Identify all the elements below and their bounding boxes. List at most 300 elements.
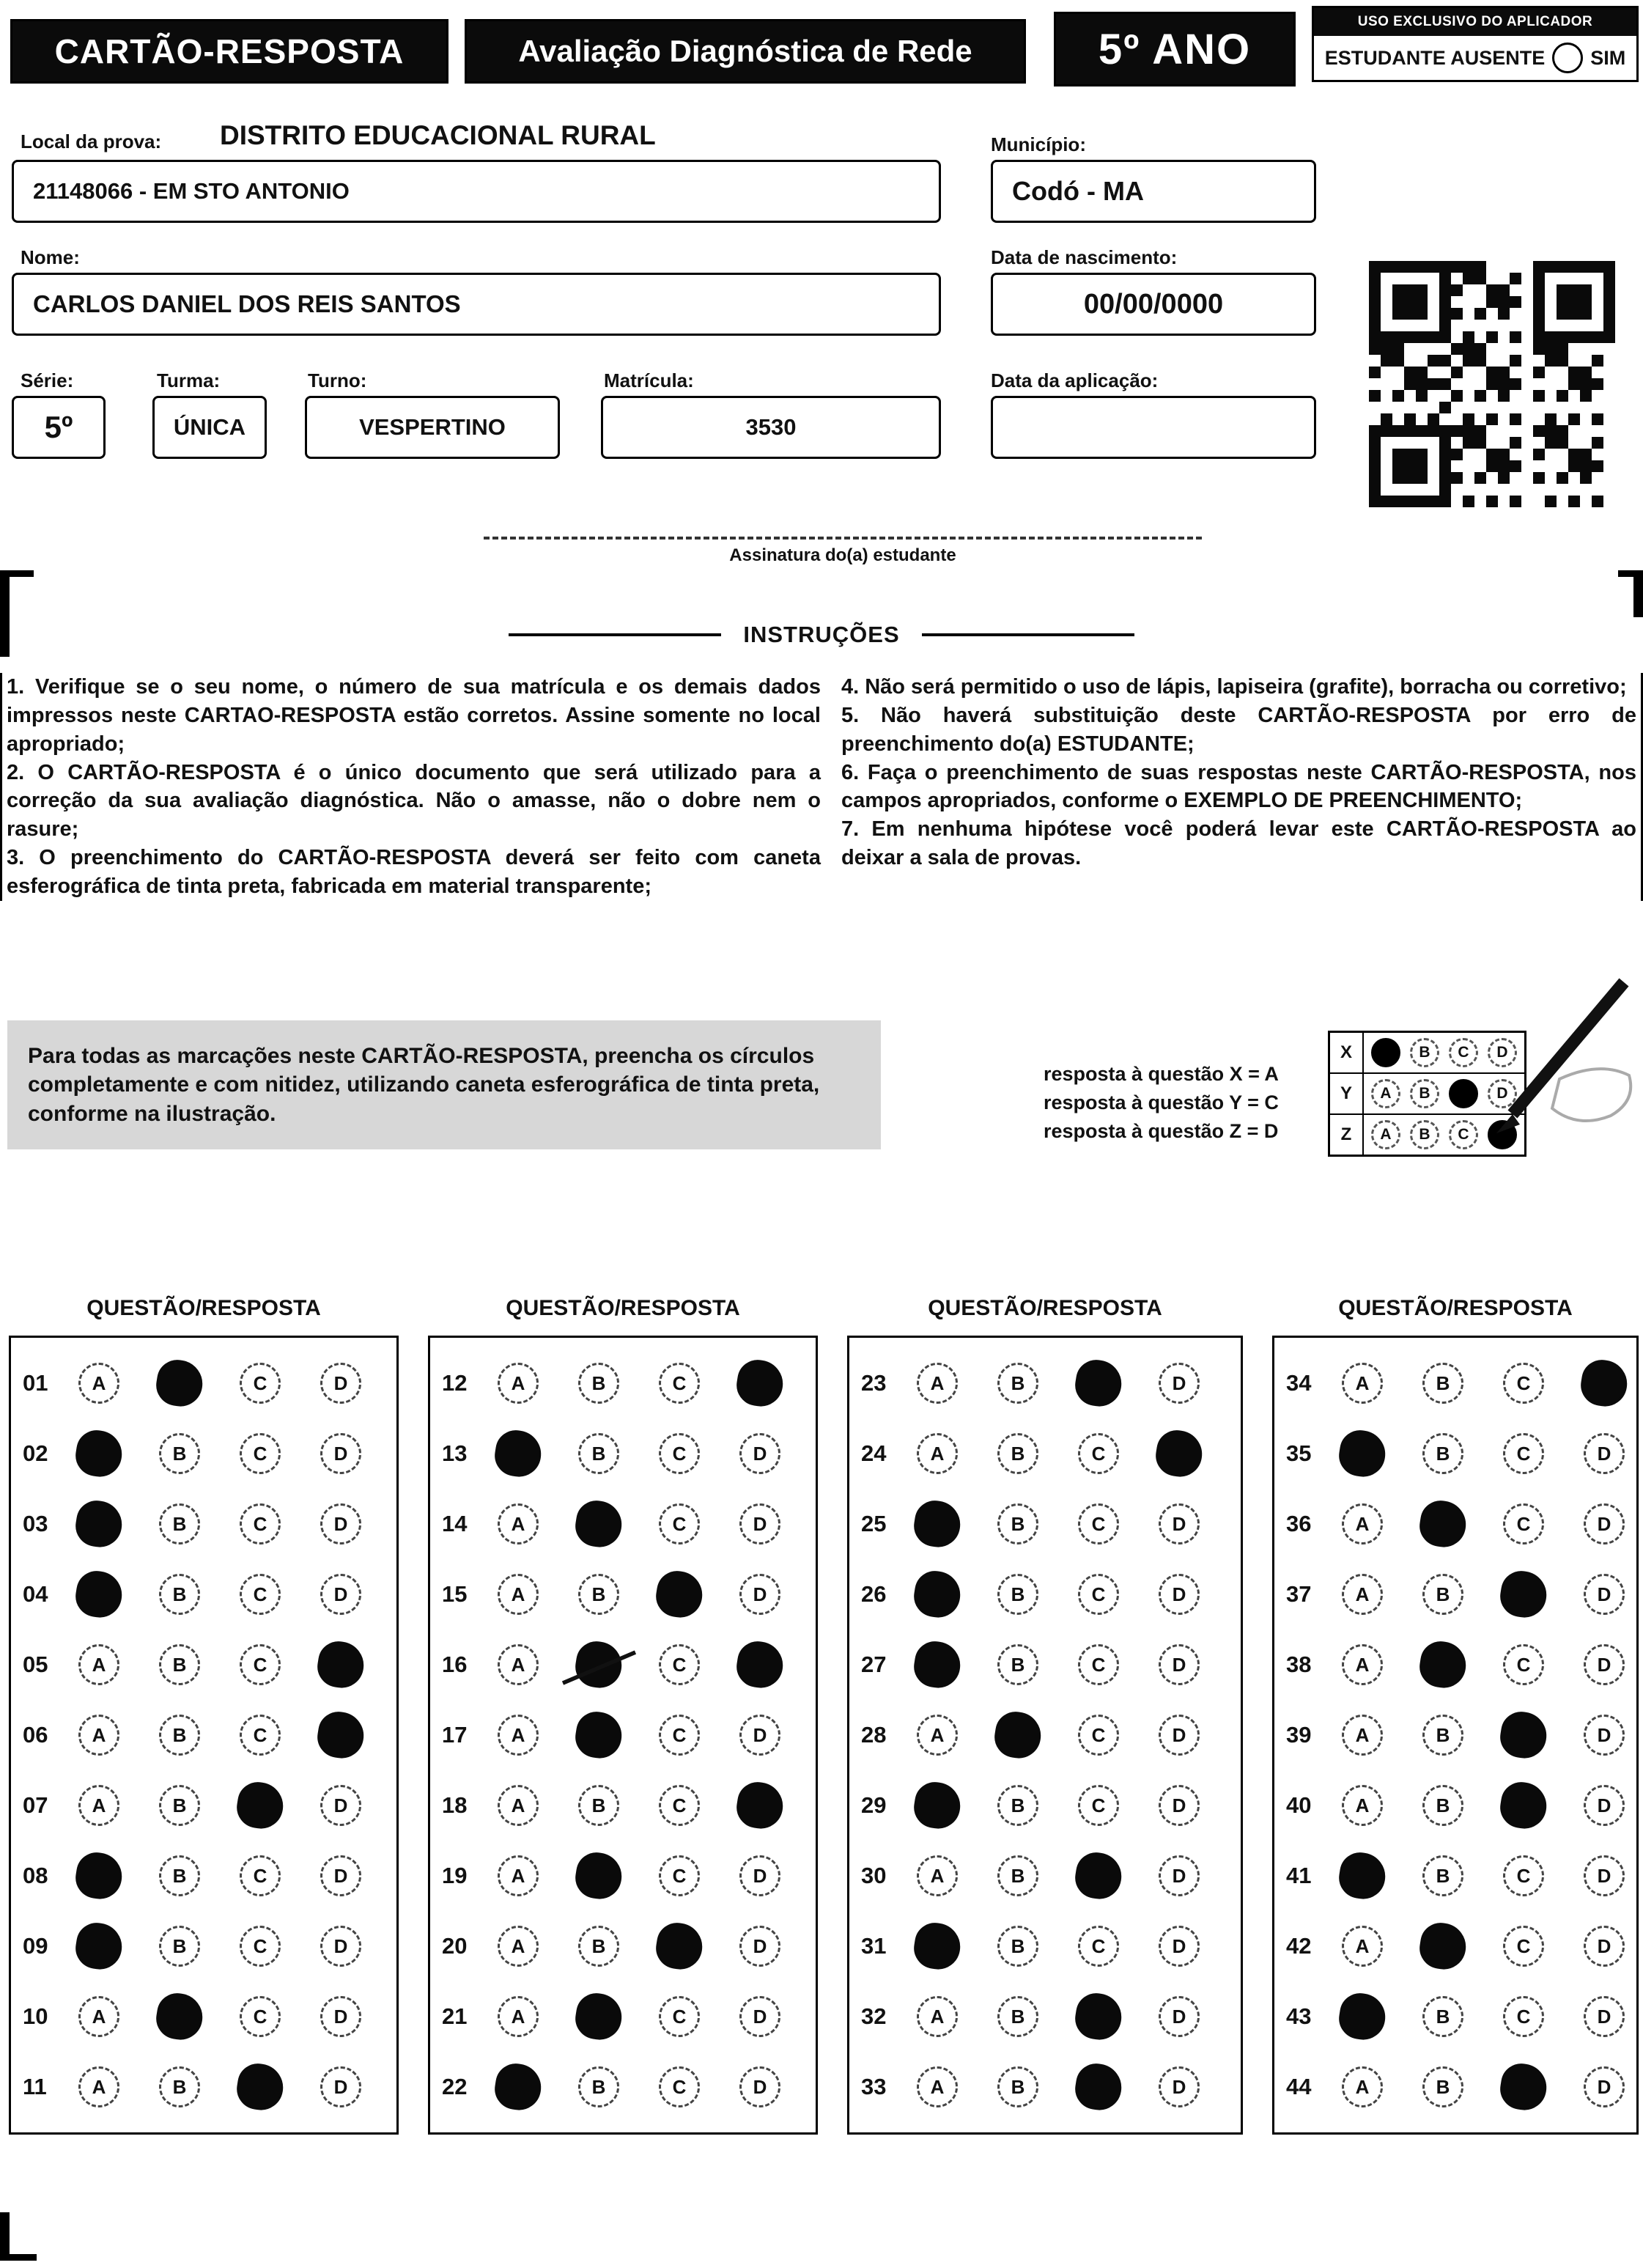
answer-bubble-36-D[interactable]: D [1584,1503,1625,1544]
answer-bubble-37-B[interactable]: B [1422,1574,1463,1615]
answer-bubble-31-A[interactable] [911,1920,964,1973]
answer-bubble-44-A[interactable]: A [1342,2066,1383,2107]
answer-bubble-15-B[interactable]: B [578,1574,619,1615]
answer-bubble-19-C[interactable]: C [659,1855,700,1896]
answer-bubble-42-D[interactable]: D [1584,1926,1625,1967]
answer-row-27 [849,1630,1241,1700]
answer-bubble-10-C[interactable]: C [240,1996,281,2037]
question-number: 40 [1286,1792,1312,1818]
answer-bubble-08-B[interactable]: B [159,1855,200,1896]
answer-bubble-25-A[interactable] [911,1498,964,1550]
question-number: 02 [23,1440,48,1466]
answer-row-06 [11,1700,396,1770]
answer-bubble-16-C[interactable]: C [659,1644,700,1685]
answer-bubble-35-B[interactable]: B [1422,1433,1463,1474]
answer-bubble-28-C[interactable]: C [1078,1715,1119,1756]
answer-row-02 [11,1418,396,1489]
answer-bubble-12-B[interactable]: B [578,1363,619,1404]
answer-bubble-41-A[interactable] [1336,1849,1389,1902]
answers-column-4 [1272,1336,1639,2135]
instructions-body [0,673,1643,901]
answer-bubble-23-B[interactable]: B [997,1363,1038,1404]
answer-bubble-18-A[interactable]: A [498,1785,539,1826]
answer-row-07 [11,1770,396,1841]
answer-bubble-17-D[interactable]: D [739,1715,780,1756]
question-number: 41 [1286,1863,1312,1888]
answer-row-28 [849,1700,1241,1770]
answer-bubble-12-C[interactable]: C [659,1363,700,1404]
answer-bubble-23-C[interactable] [1072,1357,1125,1410]
answer-bubble-19-A[interactable]: A [498,1855,539,1896]
answer-bubble-24-D[interactable] [1153,1427,1206,1480]
answer-bubble-14-C[interactable]: C [659,1503,700,1544]
answer-bubble-13-A[interactable] [492,1427,544,1480]
answer-bubble-06-C[interactable]: C [240,1715,281,1756]
answer-bubble-26-B[interactable]: B [997,1574,1038,1615]
answer-bubble-22-D[interactable]: D [739,2066,780,2107]
question-number: 39 [1286,1722,1312,1748]
answer-bubble-20-A[interactable]: A [498,1926,539,1967]
answer-bubble-28-B[interactable] [992,1709,1044,1761]
answer-bubble-06-A[interactable]: A [78,1715,119,1756]
answer-row-36 [1274,1489,1636,1559]
answer-bubble-15-A[interactable]: A [498,1574,539,1615]
turma-label: Turma: [157,369,221,391]
absent-sim-label: SIM [1590,46,1626,69]
answer-bubble-09-B[interactable]: B [159,1926,200,1967]
answer-bubble-34-D[interactable] [1578,1357,1631,1410]
answer-bubble-10-A[interactable]: A [78,1996,119,2037]
answer-bubble-04-D[interactable]: D [320,1574,361,1615]
answer-bubble-33-A[interactable]: A [917,2066,958,2107]
answer-row-17 [430,1700,816,1770]
serie-field: 5º [12,396,106,459]
answer-bubble-32-D[interactable]: D [1159,1996,1200,2037]
school-field: 21148066 - EM STO ANTONIO [12,160,941,223]
answer-bubble-08-C[interactable]: C [240,1855,281,1896]
question-number: 37 [1286,1581,1312,1607]
question-number: 04 [23,1581,48,1607]
qr-code [1360,252,1624,516]
answer-bubble-35-D[interactable]: D [1584,1433,1625,1474]
answer-bubble-36-B[interactable] [1417,1498,1469,1550]
answer-bubble-41-D[interactable]: D [1584,1855,1625,1896]
answer-row-30 [849,1841,1241,1911]
answer-row-22 [430,2052,816,2122]
answer-row-26 [849,1559,1241,1630]
answer-bubble-43-A[interactable] [1336,1990,1389,2043]
answer-bubble-08-A[interactable] [73,1849,125,1902]
answer-bubble-14-B[interactable] [572,1498,625,1550]
answer-bubble-24-A[interactable]: A [917,1433,958,1474]
answer-bubble-15-D[interactable]: D [739,1574,780,1615]
answer-bubble-34-C[interactable]: C [1503,1363,1544,1404]
answer-bubble-07-C[interactable] [234,1779,287,1832]
answer-bubble-37-A[interactable]: A [1342,1574,1383,1615]
question-number: 21 [442,2003,468,2029]
absent-bubble[interactable] [1552,43,1583,73]
student-absent-row [1314,36,1636,80]
answer-bubble-42-B[interactable] [1417,1920,1469,1973]
answer-bubble-23-A[interactable]: A [917,1363,958,1404]
answer-row-09 [11,1911,396,1981]
question-number: 18 [442,1792,468,1818]
answer-bubble-25-C[interactable]: C [1078,1503,1119,1544]
answer-bubble-04-B[interactable]: B [159,1574,200,1615]
question-number: 08 [23,1863,48,1888]
answer-bubble-04-C[interactable]: C [240,1574,281,1615]
answer-bubble-05-D[interactable] [314,1638,367,1691]
answer-bubble-17-B[interactable] [572,1709,625,1761]
answer-bubble-29-A[interactable] [911,1779,964,1832]
answer-bubble-34-B[interactable]: B [1422,1363,1463,1404]
local-label: Local da prova: [21,130,162,152]
turno-field: VESPERTINO [305,396,560,459]
answer-bubble-23-D[interactable]: D [1159,1363,1200,1404]
question-number: 33 [861,2074,887,2099]
answer-bubble-39-A[interactable]: A [1342,1715,1383,1756]
answer-bubble-33-C[interactable] [1072,2061,1125,2113]
answer-row-40 [1274,1770,1636,1841]
answer-bubble-13-B[interactable]: B [578,1433,619,1474]
aplicacao-label: Data da aplicação: [991,369,1159,391]
answer-bubble-14-D[interactable]: D [739,1503,780,1544]
answer-bubble-38-D[interactable]: D [1584,1644,1625,1685]
answer-bubble-18-C[interactable]: C [659,1785,700,1826]
answer-row-25 [849,1489,1241,1559]
example-bubble-Y-D: D [1488,1079,1517,1108]
answer-bubble-43-C[interactable]: C [1503,1996,1544,2037]
question-number: 01 [23,1370,48,1396]
absent-label: ESTUDANTE AUSENTE [1324,46,1546,69]
answer-row-10 [11,1981,396,2052]
answer-bubble-27-A[interactable] [911,1638,964,1691]
answer-bubble-14-A[interactable]: A [498,1503,539,1544]
answer-bubble-32-B[interactable]: B [997,1996,1038,2037]
answer-bubble-02-D[interactable]: D [320,1433,361,1474]
answer-row-05 [11,1630,396,1700]
example-bubble-Z-D [1488,1120,1517,1149]
instruction-item: 4. Não será permitido o uso de lápis, lapiseira (grafite), borracha ou corretivo; [841,675,1627,699]
question-number: 36 [1286,1511,1312,1536]
answer-bubble-09-C[interactable]: C [240,1926,281,1967]
example-bubble-X-C: C [1449,1038,1478,1067]
answer-bubble-03-D[interactable]: D [320,1503,361,1544]
answer-bubble-44-B[interactable]: B [1422,2066,1463,2107]
instruction-item: 7. Em nenhuma hipótese você poderá levar este CARTÃO-RESPOSTA ao deixar a sala de provas. [841,817,1636,870]
answer-bubble-13-C[interactable]: C [659,1433,700,1474]
answer-bubble-33-B[interactable]: B [997,2066,1038,2107]
answer-bubble-39-B[interactable]: B [1422,1715,1463,1756]
instruction-item: 2. O CARTÃO-RESPOSTA é o único documento que será utilizado para a correção da sua avaliação diagnóstica. Não o amasse, não o dobre nem o rasure; [7,760,821,842]
answer-bubble-03-C[interactable]: C [240,1503,281,1544]
question-number: 11 [23,2074,47,2099]
answer-bubble-33-D[interactable]: D [1159,2066,1200,2107]
answer-bubble-29-C[interactable]: C [1078,1785,1119,1826]
example-bubble-X-D: D [1488,1038,1517,1067]
answer-bubble-29-B[interactable]: B [997,1785,1038,1826]
answer-row-35 [1274,1418,1636,1489]
corner-mark-bottom-left [0,2212,37,2261]
answer-bubble-30-B[interactable]: B [997,1855,1038,1896]
answer-bubble-25-D[interactable]: D [1159,1503,1200,1544]
answer-bubble-20-C[interactable] [653,1920,706,1973]
instructions-header [0,622,1643,648]
answer-bubble-27-C[interactable]: C [1078,1644,1119,1685]
answer-bubble-28-D[interactable]: D [1159,1715,1200,1756]
answer-bubble-36-A[interactable]: A [1342,1503,1383,1544]
answer-bubble-26-C[interactable]: C [1078,1574,1119,1615]
answer-row-42 [1274,1911,1636,1981]
answer-bubble-04-A[interactable] [73,1568,125,1621]
answer-bubble-40-D[interactable]: D [1584,1785,1625,1826]
answer-bubble-11-B[interactable]: B [159,2066,200,2107]
answer-bubble-39-C[interactable] [1497,1709,1550,1761]
answer-bubble-19-B[interactable] [572,1849,625,1902]
answer-bubble-29-D[interactable]: D [1159,1785,1200,1826]
example-row-X [1330,1033,1524,1074]
question-number: 10 [23,2003,48,2029]
answer-bubble-02-A[interactable] [73,1427,125,1480]
answer-bubble-18-B[interactable]: B [578,1785,619,1826]
example-bubble-Z-A: A [1371,1120,1400,1149]
answer-bubble-06-B[interactable]: B [159,1715,200,1756]
answer-row-12 [430,1348,816,1418]
answer-bubble-21-C[interactable]: C [659,1996,700,2037]
answer-bubble-35-A[interactable] [1336,1427,1389,1480]
answers-column-header-3: QUESTÃO/RESPOSTA [928,1296,1162,1320]
answer-bubble-12-D[interactable] [734,1357,786,1410]
answer-row-01 [11,1348,396,1418]
answer-bubble-02-B[interactable]: B [159,1433,200,1474]
answer-bubble-21-D[interactable]: D [739,1996,780,2037]
example-row-Z [1330,1115,1524,1155]
answer-bubble-32-C[interactable] [1072,1990,1125,2043]
answer-bubble-34-A[interactable]: A [1342,1363,1383,1404]
question-number: 07 [23,1792,48,1818]
answer-bubble-35-C[interactable]: C [1503,1433,1544,1474]
answer-bubble-24-C[interactable]: C [1078,1433,1119,1474]
instructions-title: INSTRUÇÕES [743,622,900,647]
answer-bubble-30-A[interactable]: A [917,1855,958,1896]
answer-bubble-38-C[interactable]: C [1503,1644,1544,1685]
answer-bubble-26-D[interactable]: D [1159,1574,1200,1615]
example-caption: resposta à questão X = A [1044,1063,1279,1085]
answer-bubble-44-D[interactable]: D [1584,2066,1625,2107]
answer-bubble-30-C[interactable] [1072,1849,1125,1902]
birthdate-field: 00/00/0000 [991,273,1316,336]
answer-row-44 [1274,2052,1636,2122]
answer-bubble-27-B[interactable]: B [997,1644,1038,1685]
answer-bubble-15-C[interactable] [653,1568,706,1621]
answer-bubble-32-A[interactable]: A [917,1996,958,2037]
answer-bubble-21-B[interactable] [572,1990,625,2043]
answer-bubble-30-D[interactable]: D [1159,1855,1200,1896]
answer-bubble-31-C[interactable]: C [1078,1926,1119,1967]
question-number: 06 [23,1722,48,1748]
answers-column-header-1: QUESTÃO/RESPOSTA [86,1296,321,1320]
answer-row-19 [430,1841,816,1911]
answer-bubble-27-D[interactable]: D [1159,1644,1200,1685]
turma-field: ÚNICA [152,396,267,459]
answer-bubble-09-D[interactable]: D [320,1926,361,1967]
answer-row-13 [430,1418,816,1489]
answer-bubble-05-A[interactable]: A [78,1644,119,1685]
answer-bubble-16-B[interactable] [572,1638,625,1691]
nome-label: Nome: [21,246,80,268]
answer-bubble-17-C[interactable]: C [659,1715,700,1756]
answer-bubble-03-A[interactable] [73,1498,125,1550]
example-grid [1328,1031,1526,1157]
answer-bubble-37-D[interactable]: D [1584,1574,1625,1615]
answer-bubble-41-C[interactable]: C [1503,1855,1544,1896]
answer-bubble-22-B[interactable]: B [578,2066,619,2107]
answer-bubble-05-C[interactable]: C [240,1644,281,1685]
answer-bubble-09-A[interactable] [73,1920,125,1973]
question-number: 14 [442,1511,468,1536]
question-number: 30 [861,1863,887,1888]
example-bubble-X-B: B [1410,1038,1439,1067]
answer-bubble-28-A[interactable]: A [917,1715,958,1756]
question-number: 13 [442,1440,468,1466]
answer-bubble-01-A[interactable]: A [78,1363,119,1404]
municipio-field: Codó - MA [991,160,1316,223]
answer-bubble-20-D[interactable]: D [739,1926,780,1967]
example-bubble-X-A [1371,1038,1400,1067]
answer-bubble-42-C[interactable]: C [1503,1926,1544,1967]
answers-column-1 [9,1336,399,2135]
answer-row-38 [1274,1630,1636,1700]
answer-bubble-43-D[interactable]: D [1584,1996,1625,2037]
answer-bubble-11-C[interactable] [234,2061,287,2113]
example-caption: resposta à questão Z = D [1044,1120,1279,1143]
answer-row-31 [849,1911,1241,1981]
signature-area [484,537,1202,566]
answer-bubble-40-B[interactable]: B [1422,1785,1463,1826]
grade-badge: 5º ANO [1054,12,1296,86]
answer-bubble-44-C[interactable] [1497,2061,1550,2113]
answer-bubble-07-B[interactable]: B [159,1785,200,1826]
answer-bubble-05-B[interactable]: B [159,1644,200,1685]
question-number: 26 [861,1581,887,1607]
answer-bubble-42-A[interactable]: A [1342,1926,1383,1967]
answer-bubble-43-B[interactable]: B [1422,1996,1463,2037]
answer-bubble-25-B[interactable]: B [997,1503,1038,1544]
answer-bubble-01-B[interactable] [153,1357,206,1410]
answer-bubble-40-A[interactable]: A [1342,1785,1383,1826]
instruction-item: 6. Faça o preenchimento de suas respostas neste CARTÃO-RESPOSTA, nos campos apropriados, conforme o EXEMPLO DE PREENCHIMENTO; [841,760,1636,813]
example-bubble-Y-C [1449,1079,1478,1108]
answer-bubble-16-D[interactable] [734,1638,786,1691]
corner-mark-top-right [1618,570,1643,617]
answer-bubble-41-B[interactable]: B [1422,1855,1463,1896]
answer-row-37 [1274,1559,1636,1630]
matricula-label: Matrícula: [604,369,694,391]
aplicacao-field [991,396,1316,459]
answer-bubble-17-A[interactable]: A [498,1715,539,1756]
aplicador-panel [1312,6,1639,82]
instruction-item: 3. O preenchimento do CARTÃO-RESPOSTA deverá ser feito com caneta esferográfica de tinta preta, fabricada em material transparente; [7,846,821,899]
fill-instructions-note: Para todas as marcações neste CARTÃO-RESPOSTA, preencha os círculos completamente e com nitidez, utilizando caneta esferográfica de tinta preta, conforme na ilustração. [7,1020,881,1149]
answer-bubble-07-D[interactable]: D [320,1785,361,1826]
answer-bubble-31-B[interactable]: B [997,1926,1038,1967]
answer-bubble-10-D[interactable]: D [320,1996,361,2037]
example-bubble-Y-B: B [1410,1079,1439,1108]
answer-bubble-07-A[interactable]: A [78,1785,119,1826]
answer-bubble-22-A[interactable] [492,2061,544,2113]
answer-row-08 [11,1841,396,1911]
answers-column-header-4: QUESTÃO/RESPOSTA [1338,1296,1573,1320]
answer-bubble-19-D[interactable]: D [739,1855,780,1896]
instructions-left-column [2,673,828,901]
answer-row-11 [11,2052,396,2122]
example-bubble-group [1364,1033,1524,1072]
answer-bubble-26-A[interactable] [911,1568,964,1621]
question-number: 15 [442,1581,468,1607]
rule-left [509,633,721,636]
answer-bubble-06-D[interactable] [314,1709,367,1761]
rule-right [922,633,1134,636]
answer-bubble-40-C[interactable] [1497,1779,1550,1832]
example-bubble-group [1364,1074,1524,1113]
question-number: 34 [1286,1370,1312,1396]
answer-bubble-39-D[interactable]: D [1584,1715,1625,1756]
answer-bubble-10-B[interactable] [153,1990,206,2043]
answer-bubble-03-B[interactable]: B [159,1503,200,1544]
answers-column-2 [428,1336,818,2135]
answer-bubble-16-A[interactable]: A [498,1644,539,1685]
municipio-label: Município: [991,133,1086,155]
example-row-label: Y [1330,1074,1364,1113]
signature-line[interactable] [484,537,1202,540]
answer-bubble-20-B[interactable]: B [578,1926,619,1967]
answer-bubble-38-A[interactable]: A [1342,1644,1383,1685]
answer-bubble-13-D[interactable]: D [739,1433,780,1474]
answer-bubble-11-D[interactable]: D [320,2066,361,2107]
example-caption: resposta à questão Y = C [1044,1091,1279,1114]
question-number: 43 [1286,2003,1312,2029]
answer-bubble-08-D[interactable]: D [320,1855,361,1896]
answer-row-15 [430,1559,816,1630]
answer-bubble-12-A[interactable]: A [498,1363,539,1404]
answer-row-23 [849,1348,1241,1418]
answer-row-32 [849,1981,1241,2052]
example-bubble-Z-B: B [1410,1120,1439,1149]
question-number: 29 [861,1792,887,1818]
instruction-item: 5. Não haverá substituição deste CARTÃO-RESPOSTA por erro de preenchimento do(a) ESTUDANTE; [841,703,1636,756]
question-number: 35 [1286,1440,1312,1466]
answer-bubble-31-D[interactable]: D [1159,1926,1200,1967]
answer-bubble-01-C[interactable]: C [240,1363,281,1404]
answer-bubble-18-D[interactable] [734,1779,786,1832]
district-name: DISTRITO EDUCACIONAL RURAL [220,120,656,150]
answer-bubble-01-D[interactable]: D [320,1363,361,1404]
answer-bubble-24-B[interactable]: B [997,1433,1038,1474]
matricula-field: 3530 [601,396,941,459]
answer-bubble-36-C[interactable]: C [1503,1503,1544,1544]
answer-bubble-22-C[interactable]: C [659,2066,700,2107]
answer-bubble-02-C[interactable]: C [240,1433,281,1474]
answer-bubble-21-A[interactable]: A [498,1996,539,2037]
answer-row-33 [849,2052,1241,2122]
question-number: 25 [861,1511,887,1536]
aplicador-strip-label: USO EXCLUSIVO DO APLICADOR [1314,8,1636,36]
question-number: 22 [442,2074,468,2099]
answer-bubble-37-C[interactable] [1497,1568,1550,1621]
example-bubble-Z-C: C [1449,1120,1478,1149]
answer-bubble-11-A[interactable]: A [78,2066,119,2107]
answer-bubble-38-B[interactable] [1417,1638,1469,1691]
